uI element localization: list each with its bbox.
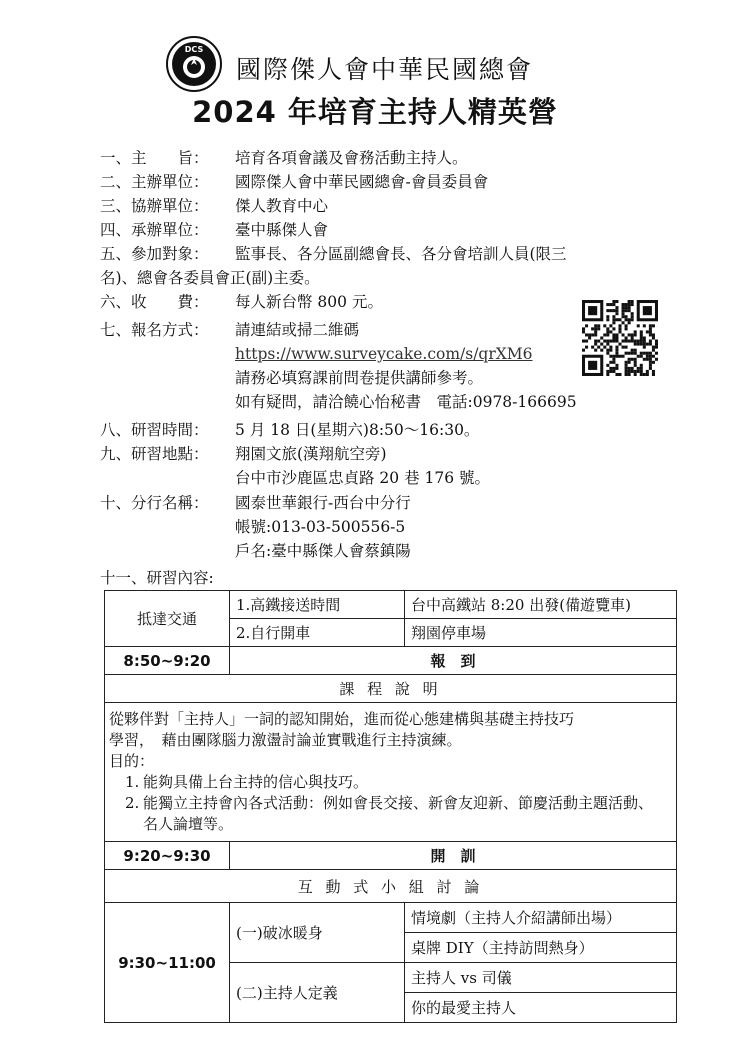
info-value: 帳號:013-03-500556-5: [235, 518, 406, 536]
group-heading: 互 動 式 小 組 討 論: [105, 870, 677, 903]
purpose-item: 1. 能夠具備上台主持的信心與技巧。: [125, 773, 369, 791]
table-row: [105, 675, 677, 703]
info-value: 名)、總會各委員會正(副)主委。: [100, 269, 320, 287]
purpose-label: 目的：: [109, 752, 155, 770]
group-item: 桌牌 DIY（主持訪問熱身）: [405, 933, 677, 963]
transport-detail: 翔園停車場: [405, 619, 677, 647]
info-label: 八、研習時間：: [100, 421, 209, 439]
course-desc-line: 學習， 藉由團隊腦力激盪討論並實戰進行主持演練。: [109, 731, 462, 749]
group-time: 9:30~11:00: [105, 903, 230, 1023]
transport-item: 1.高鐵接送時間: [230, 591, 405, 619]
info-label: 九、研習地點：: [100, 445, 209, 463]
info-value: 翔園文旅(漢翔航空旁): [235, 445, 387, 463]
opening-time: 9:20~9:30: [105, 842, 230, 870]
registration-label: 報 到: [230, 647, 677, 675]
table-row: [105, 647, 677, 675]
table-row: [105, 870, 677, 903]
info-value: 台中市沙鹿區忠貞路 20 巷 176 號。: [235, 469, 491, 487]
dcs-logo: [166, 36, 222, 92]
table-row: [105, 903, 677, 933]
survey-link[interactable]: https://www.surveycake.com/s/qrXM6: [235, 345, 533, 363]
table-row: [105, 842, 677, 870]
info-value: 國際傑人會中華民國總會-會員委員會: [235, 173, 489, 191]
transport-item: 2.自行開車: [230, 619, 405, 647]
table-row: [105, 591, 677, 619]
course-heading: 課 程 說 明: [105, 675, 677, 703]
group-item: 你的最愛主持人: [405, 993, 677, 1023]
info-value: 臺中縣傑人會: [235, 221, 329, 239]
transport-label: 抵達交通: [105, 591, 230, 647]
info-label: 四、承辦單位：: [100, 221, 209, 239]
info-label: 十、分行名稱：: [100, 494, 209, 512]
info-label: 七、報名方式：: [100, 321, 209, 339]
page-title: 2024 年培育主持人精英營: [192, 95, 558, 129]
info-value: 國泰世華銀行-西台中分行: [235, 494, 411, 512]
info-value: 培育各項會議及會務活動主持人。: [235, 149, 468, 167]
group-item: 情境劇（主持人介紹講師出場）: [405, 903, 677, 933]
group-name: (二)主持人定義: [230, 963, 405, 1023]
table-row: [105, 703, 677, 842]
qr-code-icon: [582, 300, 658, 376]
transport-detail: 台中高鐵站 8:20 出發(備遊覽車): [405, 591, 677, 619]
info-value: 如有疑問，請洽饒心怡秘書 電話:0978-166695: [235, 393, 577, 411]
info-value: 戶名:臺中縣傑人會蔡鎮陽: [235, 542, 411, 560]
info-value: 傑人教育中心: [235, 197, 329, 215]
svg-text:DCS: DCS: [184, 45, 204, 54]
course-desc-line: 從夥伴對「主持人」一詞的認知開始，進而從心態建構與基礎主持技巧: [109, 710, 575, 728]
info-value: 監事長、各分區副總會長、各分會培訓人員(限三: [235, 245, 567, 263]
info-value: 請務必填寫課前問卷提供講師參考。: [235, 369, 484, 387]
info-label: 二、主辦單位：: [100, 173, 209, 191]
org-name: 國際傑人會中華民國總會: [236, 55, 534, 84]
info-value: 每人新台幣 800 元。: [235, 293, 383, 311]
opening-label: 開 訓: [230, 842, 677, 870]
info-value: 請連結或掃二維碼: [235, 321, 360, 339]
info-label: 五、參加對象：: [100, 245, 209, 263]
schedule-table: [104, 590, 677, 1023]
group-item: 主持人 vs 司儀: [405, 963, 677, 993]
info-label: 三、協辦單位：: [100, 197, 209, 215]
purpose-item: 2. 能獨立主持會內各式活動：例如會長交接、新會友迎新、節慶活動主題活動、名人論壇等。: [125, 794, 654, 833]
info-label: 六、收 費：: [100, 293, 209, 311]
info-value: 5 月 18 日(星期六)8:50～16:30。: [235, 421, 480, 439]
section-11-label: 十一、研習內容:: [100, 569, 214, 587]
registration-time: 8:50~9:20: [105, 647, 230, 675]
info-label: 一、主 旨：: [100, 149, 209, 167]
group-name: (一)破冰暖身: [230, 903, 405, 963]
course-description: [105, 703, 677, 842]
